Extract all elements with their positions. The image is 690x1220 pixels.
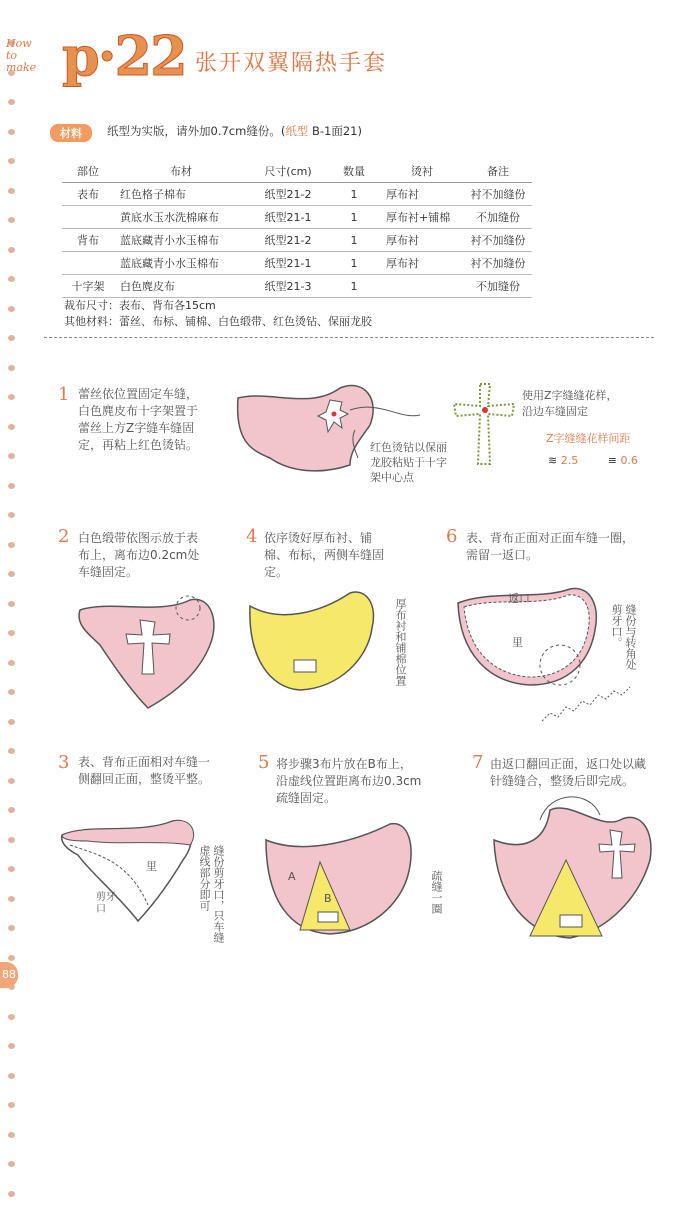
step-6-li: 里 xyxy=(512,636,523,649)
step-3-vertical-note-2: 虚线部分即可 xyxy=(198,845,211,911)
notch-detail-illustration xyxy=(540,685,650,725)
step-5-text: 将步骤3布片放在B布上， 沿虚线位置距离布边0.3cm 疏缝固定。 xyxy=(276,757,422,805)
step-6-illustration xyxy=(450,585,610,695)
binding-dots xyxy=(8,40,18,1220)
table-row: 蓝底藏青小水玉棉布 纸型21-1 1 厚布衬 衬不加缝份 xyxy=(62,252,532,275)
step-1-text: 蕾丝依位置固定车缝， 白色麂皮布十字架置于 蕾丝上方Z字缝车缝固 定，再粘上红色烫钻。 xyxy=(78,387,199,452)
page-number: 88 xyxy=(0,962,18,988)
step-7-illustration xyxy=(490,800,660,950)
how-to-make-label: How to make xyxy=(6,37,37,74)
zigzag-values: ≋ 2.5 ≡ 0.6 xyxy=(548,454,638,467)
step-5-a: A xyxy=(288,870,296,883)
step-1-number: 1 xyxy=(58,384,70,405)
cross-detail-illustration xyxy=(450,380,520,470)
step-3-text: 表、背布正面相对车缝一 侧翻回正面，整烫平整。 xyxy=(78,755,211,786)
zigzag-note: 使用Z字缝缝花样， 沿边车缝固定 xyxy=(522,389,618,418)
step-2-number: 2 xyxy=(58,526,70,547)
table-header-row: 部位 布材 尺寸(cm) 数量 烫衬 备注 xyxy=(62,160,532,183)
section-divider xyxy=(44,337,654,338)
step-3-vertical-note-3: 只车缝 xyxy=(212,910,225,943)
step-3-number: 3 xyxy=(58,752,70,773)
step-5-vertical-note: 疏缝一圈 xyxy=(430,870,443,914)
step-3-illustration xyxy=(58,815,211,925)
step-1-note: 红色烫钻以保丽 龙胶粘贴于十字 架中心点 xyxy=(370,441,447,484)
step-5-number: 5 xyxy=(258,752,270,773)
table-row: 表布 红色格子棉布 纸型21-2 1 厚布衬 衬不加缝份 xyxy=(62,183,532,206)
cut-size-info: 裁布尺寸：表布、背布各15cm 其他材料：蕾丝、布标、铺棉、白色缎带、红色烫钻、保丽龙胶 xyxy=(64,299,372,328)
materials-note: 纸型为实版，请外加0.7cm缝份。(纸型 B-1面21) xyxy=(107,124,362,138)
step-5-b: B xyxy=(324,892,332,905)
step-3-li: 里 xyxy=(146,860,157,873)
step-6-fankou: 返口 xyxy=(508,592,530,605)
materials-table xyxy=(62,160,532,298)
step-2-text: 白色缎带依图示放于表 布上，离布边0.2cm处 车缝固定。 xyxy=(78,531,200,579)
step-5-illustration xyxy=(260,820,420,940)
page-reference: p·22 xyxy=(62,24,186,88)
step-4-illustration xyxy=(240,588,380,698)
step-6-vertical-note-1: 剪牙口。 xyxy=(610,604,623,648)
step-4-text: 依序烫好厚布衬、铺 棉、布标，两侧车缝固 定。 xyxy=(264,531,385,579)
step-4-vertical-note: 厚布衬和铺棉位置 xyxy=(394,598,407,686)
step-6-vertical-note-2: 缝份与转角处 xyxy=(624,604,637,670)
step-2-illustration xyxy=(70,590,220,720)
table-row: 十字架 白色麂皮布 纸型21-3 1 不加缝份 xyxy=(62,275,532,298)
step-3-vertical-note-1: 缝份剪牙口， xyxy=(212,845,225,911)
step-3-cut-note: 剪牙 口 xyxy=(96,892,116,915)
materials-label: 材料 xyxy=(50,124,92,142)
step-4-number: 4 xyxy=(246,526,258,547)
step-7-text: 由返口翻回正面，返口处以藏 针缝缝合，整烫后即完成。 xyxy=(490,757,647,788)
table-row: 黄底水玉水洗棉麻布 纸型21-1 1 厚布衬+铺棉 不加缝份 xyxy=(62,206,532,229)
step-6-text: 表、背布正面对正面车缝一圈， 需留一返口。 xyxy=(466,531,635,562)
step-6-number: 6 xyxy=(446,526,458,547)
step-7-number: 7 xyxy=(472,752,484,773)
table-row: 背布 蓝底藏青小水玉棉布 纸型21-2 1 厚布衬 衬不加缝份 xyxy=(62,229,532,252)
page-title: 张开双翼隔热手套 xyxy=(195,51,388,76)
zigzag-spacing-label: Z字缝缝花样间距 xyxy=(546,432,631,445)
